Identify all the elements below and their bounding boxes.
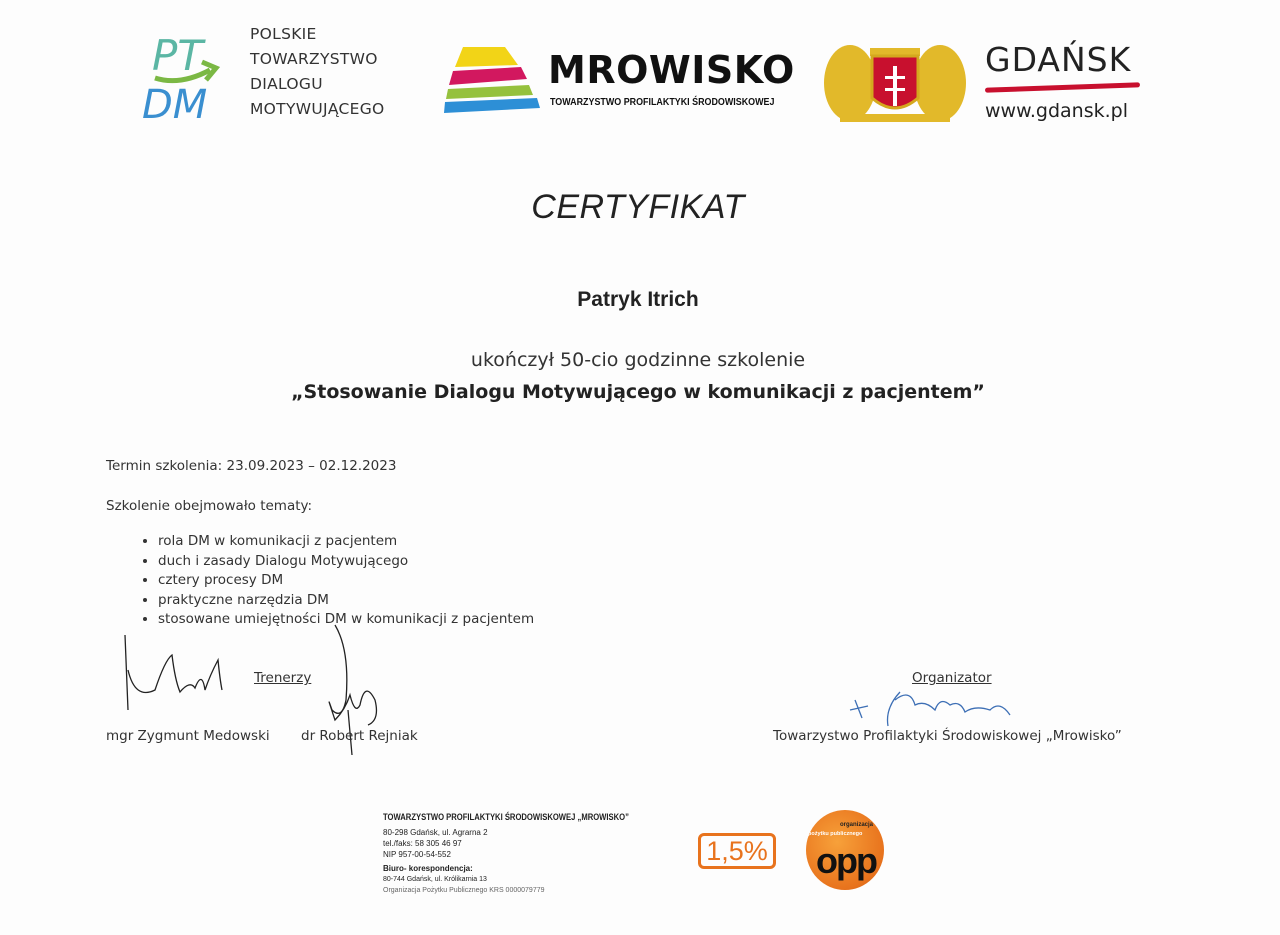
opp-badge-middle: pożytku publicznego (808, 831, 863, 837)
footer-correspondence-address: 80-744 Gdańsk, ul. Królikarnia 13 (383, 876, 487, 883)
ptdm-line: DIALOGU (250, 75, 323, 93)
footer-correspondence-label: Biuro- korespondencja: (383, 864, 473, 873)
opp-badge-main: opp (816, 840, 876, 881)
training-term: Termin szkolenia: 23.09.2023 – 02.12.2023 (106, 458, 397, 474)
organizer-label: Organizator (912, 670, 992, 686)
ptdm-line: MOTYWUJĄCEGO (250, 100, 385, 118)
trainers-label: Trenerzy (254, 670, 312, 686)
organizer-name: Towarzystwo Profilaktyki Środowiskowej „Mrowisko” (773, 728, 1122, 744)
certificate-title: CERTYFIKAT (531, 188, 745, 226)
footer-org-info (383, 812, 672, 896)
ptdm-line: TOWARZYSTWO (250, 50, 378, 68)
percent-badge-text: 1,5% (706, 836, 768, 866)
gdansk-title: GDAŃSK (985, 40, 1132, 79)
percent-badge (698, 833, 776, 869)
gdansk-coat-of-arms-icon (820, 38, 970, 129)
course-title: „Stosowanie Dialogu Motywującego w komunikacji z pacjentem” (291, 381, 985, 403)
footer-org-name: TOWARZYSTWO PROFILAKTYKI ŚRODOWISKOWEJ „MROWISKO” (383, 812, 629, 822)
topics-list (130, 532, 534, 630)
gdansk-red-swoosh (985, 82, 1140, 92)
completion-line: ukończył 50-cio godzinne szkolenie (470, 349, 806, 371)
list-item: • duch i zasady Dialogu Motywującego (158, 552, 534, 572)
footer-krs: Organizacja Pożytku Publicznego KRS 0000079779 (383, 887, 545, 894)
trainer-2-name: dr Robert Rejniak (301, 728, 418, 744)
ptdm-line: POLSKIE (250, 25, 317, 43)
mrowisko-hill-icon (443, 45, 543, 120)
trainer-1-name: mgr Zygmunt Medowski (106, 728, 270, 744)
footer-phone: tel./faks: 58 305 46 97 (383, 839, 462, 848)
recipient-name: Patryk Itrich (577, 288, 699, 311)
svg-text:DM: DM (142, 82, 208, 128)
opp-badge-top: organizacja (840, 822, 874, 828)
list-item: • stosowane umiejętności DM w komunikacji z pacjentem (158, 610, 534, 630)
topics-heading: Szkolenie obejmowało tematy: (106, 498, 313, 514)
list-item: • rola DM w komunikacji z pacjentem (158, 532, 534, 552)
ptdm-name (250, 22, 385, 122)
organizer-signature (840, 688, 1040, 728)
footer-nip: NIP 957-00-54-552 (383, 850, 451, 859)
mrowisko-subtitle: TOWARZYSTWO PROFILAKTYKI ŚRODOWISKOWEJ (550, 96, 775, 108)
ptdm-logo (140, 18, 240, 128)
opp-badge (806, 810, 884, 890)
mrowisko-title: MROWISKO (548, 48, 795, 92)
svg-text:PT: PT (152, 31, 203, 80)
ptdm-mark-icon (140, 18, 240, 128)
footer-address: 80-298 Gdańsk, ul. Agrarna 2 (383, 828, 488, 837)
list-item: • praktyczne narzędzia DM (158, 591, 534, 611)
gdansk-url: www.gdansk.pl (985, 100, 1129, 122)
list-item: • cztery procesy DM (158, 571, 534, 591)
